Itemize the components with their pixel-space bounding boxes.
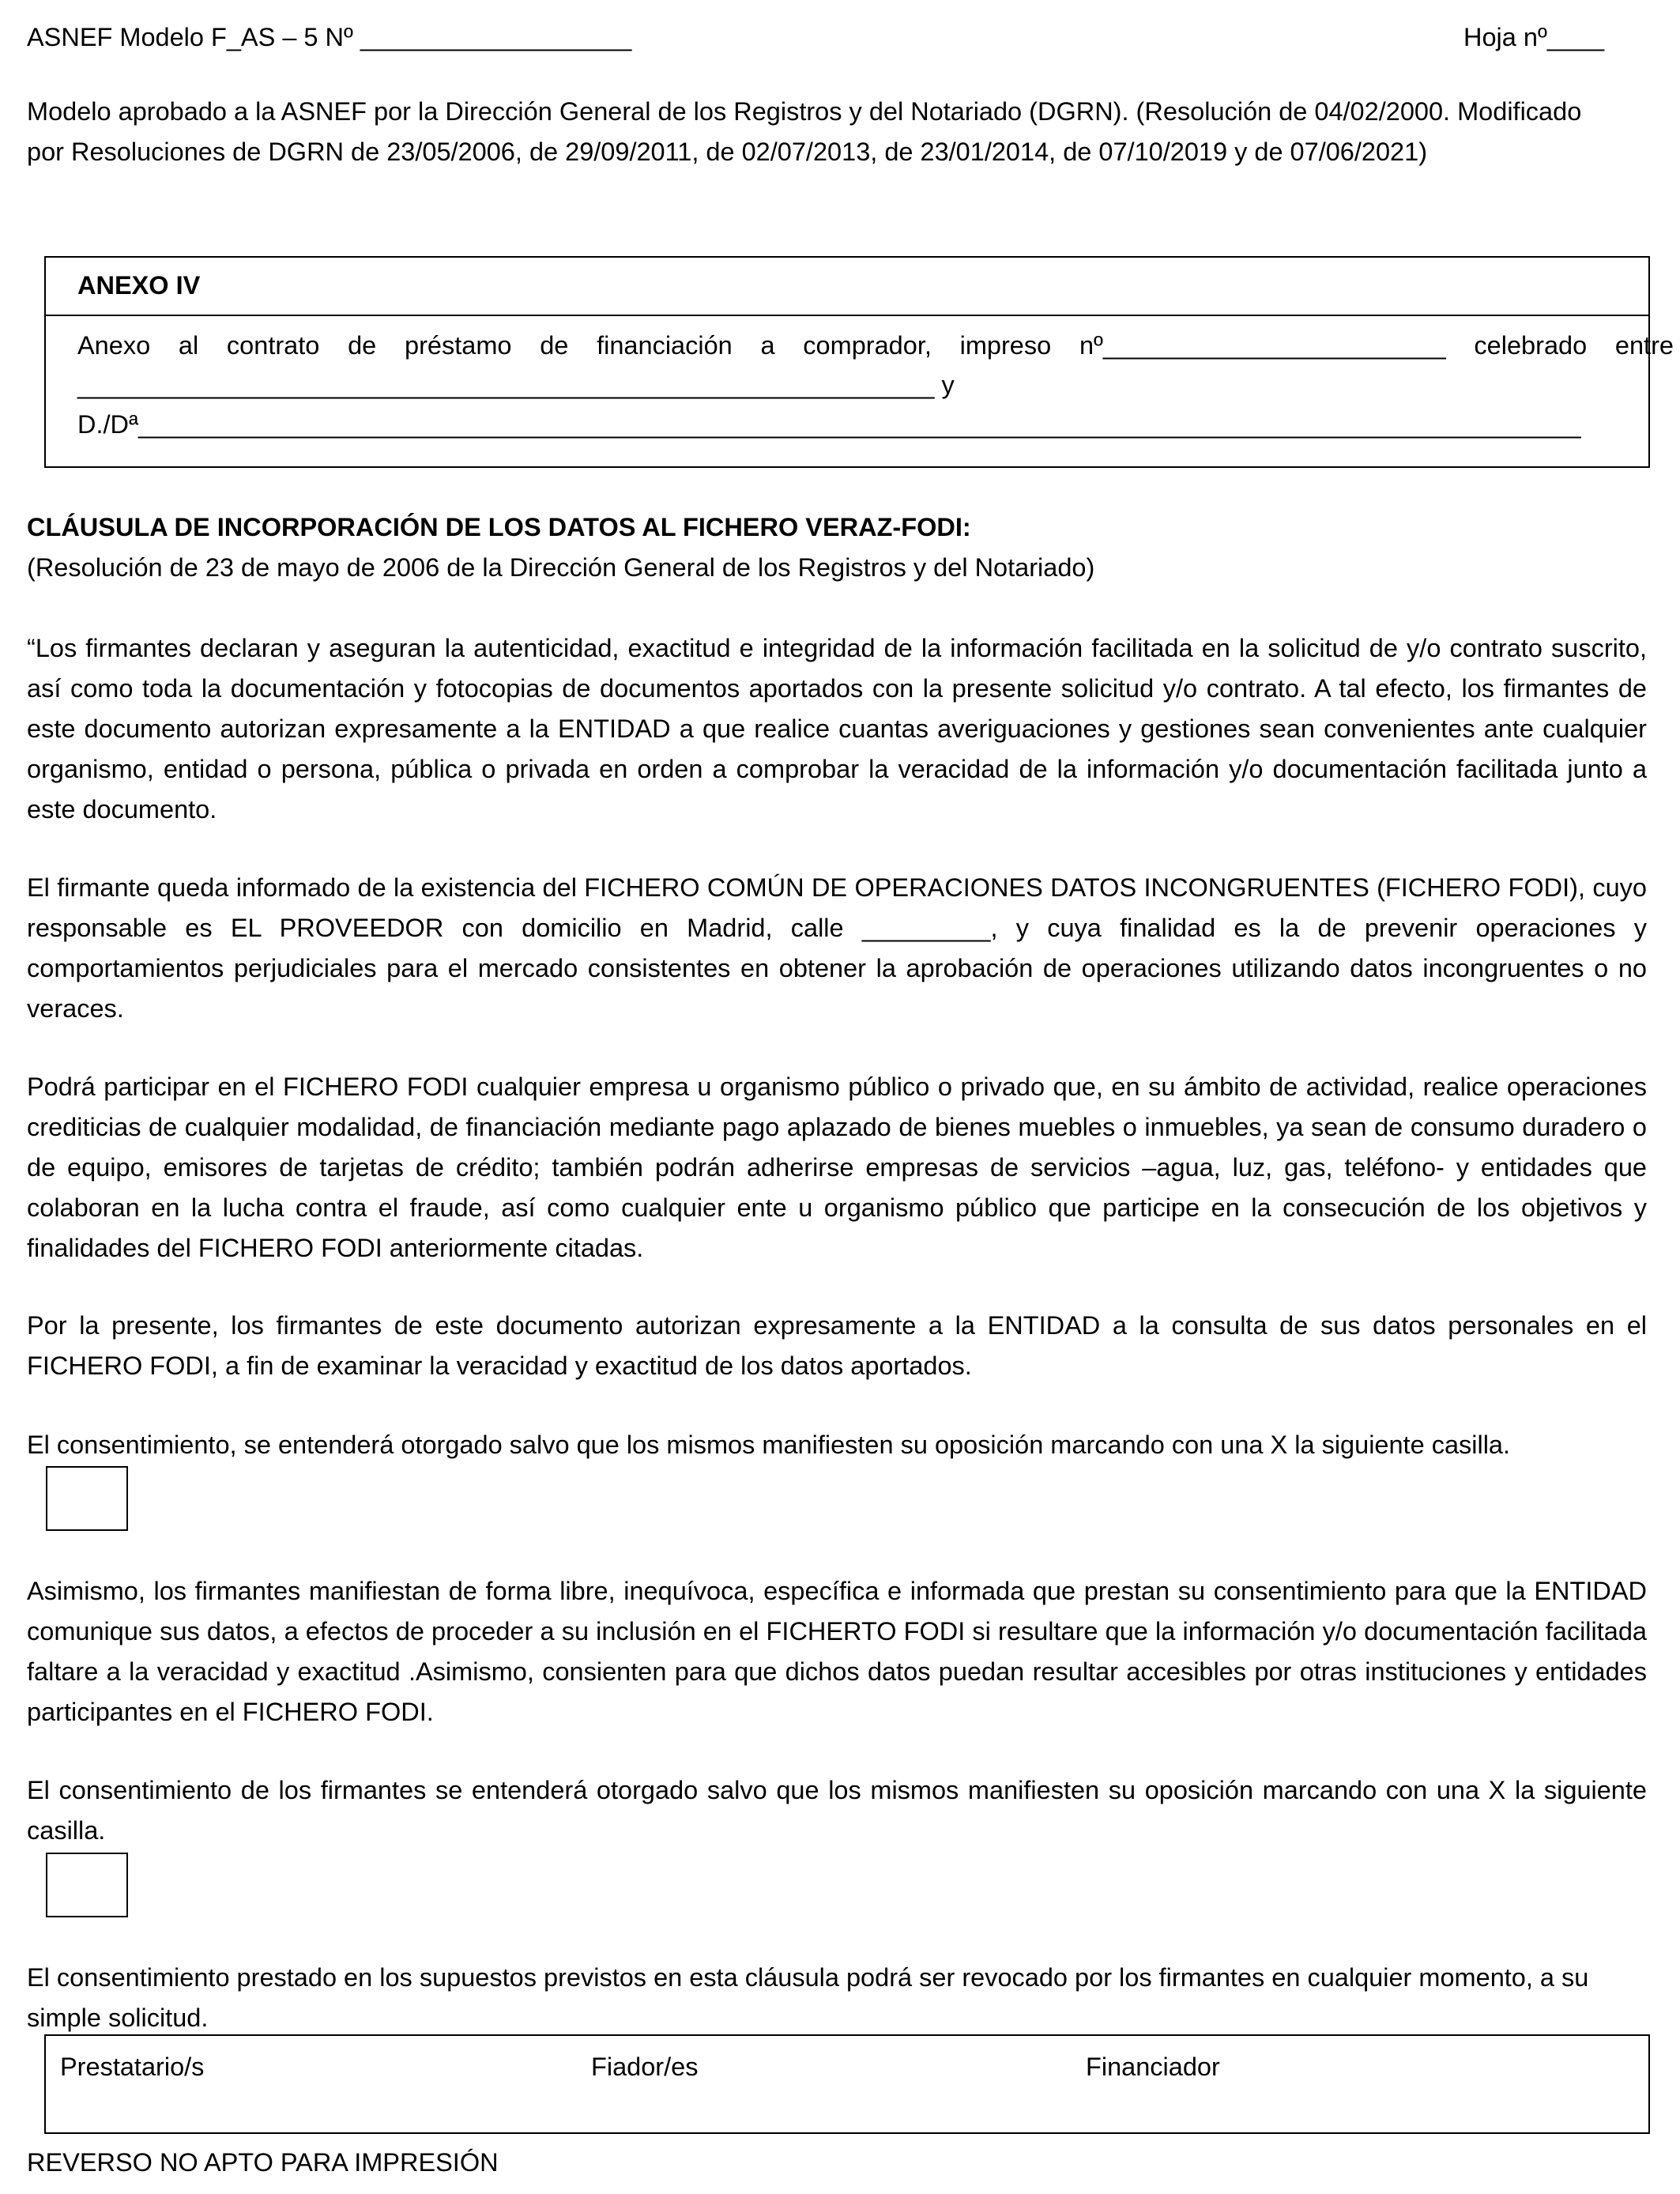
footer-note: REVERSO NO APTO PARA IMPRESIÓN <box>27 2148 499 2177</box>
anexo-party-line[interactable]: ____________________________________________________________ y <box>77 371 955 399</box>
anexo-body <box>77 326 1674 444</box>
model-number: ASNEF Modelo F_AS – 5 Nº ___________________ <box>27 23 632 51</box>
anexo-name-line[interactable]: D./Dª_____________________________________________________________________________________________________ <box>77 410 1581 439</box>
anexo-box <box>44 256 1674 468</box>
approval-note: Modelo aprobado a la ASNEF por la Dirección General de los Registros y del Notariado (DGRN). (Resolución de 04/02/2000. Modificado por Resoluciones de DGRN de 23/05/2006, de 29/09/2011, de 02/07/2013, de 23/01/2014, de 07/10/2019 y de 07/06/2021) <box>27 97 1582 166</box>
financier-signature-label: Financiador <box>1086 2053 1220 2081</box>
paragraph-fodi-file: El firmante queda informado de la existencia del FICHERO COMÚN DE OPERACIONES DATOS INCONGRUENTES (FICHERO FODI), cuyo responsable es EL PROVEEDOR con domicilio en Madrid, calle _________, y cuya finalidad es la de prevenir operaciones y comportamientos perjudiciales para el mercado consistentes en obtener la aprobación de operaciones utilizando datos incongruentes o no veraces. <box>27 873 1647 1023</box>
anexo-header-row <box>46 258 1648 316</box>
paragraph-revocation: El consentimiento prestado en los supuestos previstos en esta cláusula podrá ser revocado por los firmantes en cualquier momento, a su simple solicitud. <box>27 1963 1589 2032</box>
paragraph-communication: Asimismo, los firmantes manifiestan de forma libre, inequívoca, específica e informada que prestan su consentimiento para que la ENTIDAD comunique sus datos, a efectos de proceder a su inclusión en el FICHERTO FODI si resultare que la información y/o documentación facilitada faltare a la veracidad y exactitud .Asimismo, consienten para que dichos datos puedan resultar accesibles por otras instituciones y entidades participantes en el FICHERO FODI. <box>27 1577 1647 1726</box>
signatures-box <box>44 2034 1650 2134</box>
clause-subtitle: (Resolución de 23 de mayo de 2006 de la Dirección General de los Registros y del Notariado) <box>27 553 1095 582</box>
opposition-checkbox-2[interactable] <box>46 1853 128 1917</box>
opposition-checkbox-1[interactable] <box>46 1466 128 1531</box>
paragraph-participation: Podrá participar en el FICHERO FODI cualquier empresa u organismo público o privado que, en su ámbito de actividad, realice operaciones crediticias de cualquier modalidad, de financiación mediante pago aplazado de bienes muebles o inmuebles, ya sean de consumo duradero o de equipo, emisores de tarjetas de crédito; también podrán adherirse empresas de servicios –agua, luz, gas, teléfono- y entidades que colaboran en la lucha contra el fraude, así como cualquier ente u organismo público que participe en la consecución de los objetivos y finalidades del FICHERO FODI anteriormente citadas. <box>27 1072 1647 1262</box>
paragraph-consent-1: El consentimiento, se entenderá otorgado salvo que los mismos manifiesten su oposición marcando con una X la siguiente casilla. <box>27 1431 1511 1459</box>
paragraph-consent-2: El consentimiento de los firmantes se entenderá otorgado salvo que los mismos manifiesten su oposición marcando con una X la siguiente casilla. <box>27 1776 1647 1845</box>
paragraph-authenticity: “Los firmantes declaran y aseguran la autenticidad, exactitud e integridad de la información facilitada en la solicitud de y/o contrato suscrito, así como toda la documentación y fotocopias de documentos aportados con la presente solicitud y/o contrato. A tal efecto, los firmantes de este documento autorizan expresamente a la ENTIDAD a que realice cuantas averiguaciones y gestiones sean convenientes ante cualquier organismo, entidad o persona, pública o privada en orden a comprobar la veracidad de la información y/o documentación facilitada junto a este documento. <box>27 634 1647 824</box>
borrower-signature-label: Prestatario/s <box>60 2053 205 2081</box>
guarantor-signature-label: Fiador/es <box>591 2053 699 2081</box>
sheet-number: Hoja nº____ <box>1463 23 1605 51</box>
clause-title: CLÁUSULA DE INCORPORACIÓN DE LOS DATOS AL FICHERO VERAZ-FODI: <box>27 513 971 541</box>
paragraph-consultation: Por la presente, los firmantes de este documento autorizan expresamente a la ENTIDAD a la consulta de sus datos personales en el FICHERO FODI, a fin de examinar la veracidad y exactitud de los datos aportados. <box>27 1311 1647 1380</box>
anexo-contract-line[interactable]: Anexo al contrato de préstamo de financiación a comprador, impreso nº________________________ celebrado entre <box>77 331 1674 360</box>
anexo-title: ANEXO IV <box>77 271 201 300</box>
